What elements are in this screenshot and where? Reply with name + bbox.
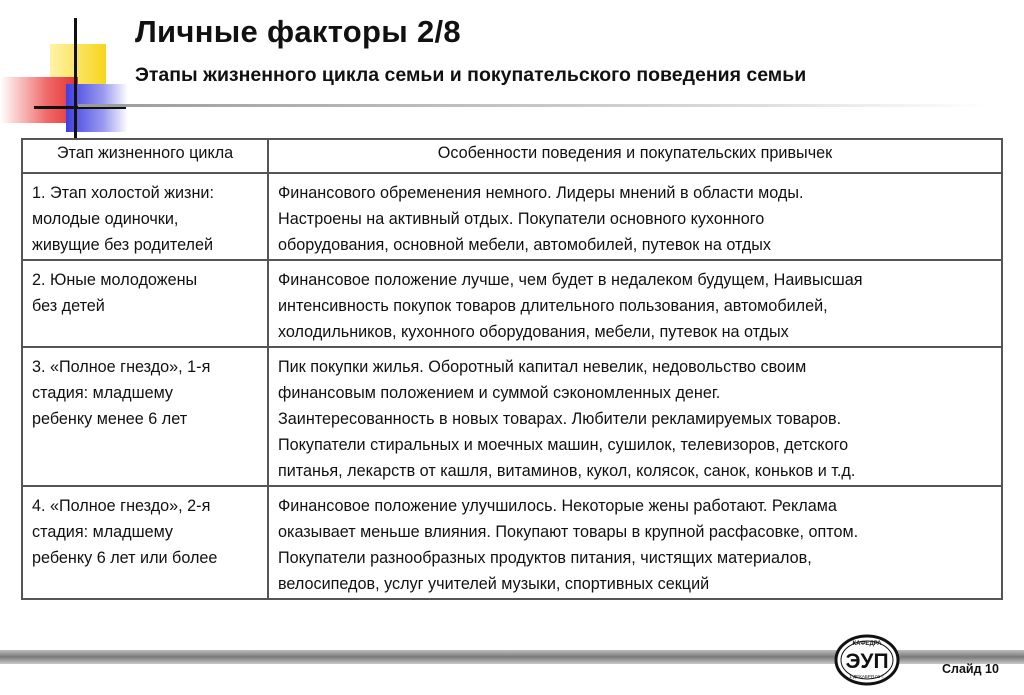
behavior-line: Покупатели разнообразных продуктов питания, чистящих материалов, bbox=[278, 549, 812, 567]
behavior-line: Пик покупки жилья. Оборотный капитал невелик, недовольство своим bbox=[278, 358, 807, 376]
title-underline bbox=[78, 104, 990, 107]
life-cycle-table bbox=[21, 138, 1003, 600]
slide-number: Слайд 10 bbox=[942, 662, 999, 676]
stage-line: стадия: младшему bbox=[32, 523, 173, 541]
stage-line: 1. Этап холостой жизни: bbox=[32, 184, 214, 202]
stage-line: 4. «Полное гнездо», 2-я bbox=[32, 497, 211, 515]
behavior-line: питанья, лекарств от кашля, витаминов, кукол, колясок, санок, коньков и т.д. bbox=[278, 462, 856, 480]
stage-cell bbox=[22, 260, 268, 347]
stage-line: живущие без родителей bbox=[32, 236, 214, 254]
decor-vertical-line bbox=[74, 18, 77, 138]
behavior-line: оборудования, основной мебели, автомобилей, путевок на отдых bbox=[278, 236, 772, 254]
table-row bbox=[22, 260, 1002, 347]
table-row bbox=[22, 173, 1002, 260]
slide-subtitle: Этапы жизненного цикла семьи и покупательского поведения семьи bbox=[135, 64, 807, 86]
stage-cell bbox=[22, 486, 268, 599]
stage-line: ребенку 6 лет или более bbox=[32, 549, 218, 567]
behavior-line: велосипедов, услуг учителей музыки, спортивных секций bbox=[278, 575, 710, 593]
behavior-line: финансовым положением и суммой сэкономленных денег. bbox=[278, 384, 721, 402]
behavior-line: Настроены на активный отдых. Покупатели основного кухонного bbox=[278, 210, 765, 228]
department-logo bbox=[834, 634, 900, 686]
stage-line: стадия: младшему bbox=[32, 384, 173, 402]
stage-line: 2. Юные молодожены bbox=[32, 271, 198, 289]
behavior-line: холодильников, кухонного оборудования, мебели, путевок на отдых bbox=[278, 323, 789, 341]
stage-line: молодые одиночки, bbox=[32, 210, 179, 228]
behavior-cell bbox=[268, 486, 1002, 599]
behavior-line: Заинтересованность в новых товарах. Любители рекламируемых товаров. bbox=[278, 410, 842, 428]
logo-main-text: ЭУП bbox=[845, 650, 889, 673]
logo-top-text: КАФЕДРА bbox=[852, 641, 882, 647]
behavior-line: Покупатели стиральных и моечных машин, сушилок, телевизоров, детского bbox=[278, 436, 849, 454]
behavior-line: Финансового обременения немного. Лидеры мнений в области моды. bbox=[278, 184, 804, 202]
stage-cell bbox=[22, 347, 268, 486]
stage-line: 3. «Полное гнездо», 1-я bbox=[32, 358, 211, 376]
table-row bbox=[22, 347, 1002, 486]
behavior-line: интенсивность покупок товаров длительного пользования, автомобилей, bbox=[278, 297, 828, 315]
stage-line: ребенку менее 6 лет bbox=[32, 410, 188, 428]
behavior-line: оказывает меньше влияния. Покупают товары в крупной расфасовке, оптом. bbox=[278, 523, 859, 541]
table-row bbox=[22, 486, 1002, 599]
behavior-line: Финансовое положение лучше, чем будет в недалеком будущем, Наивысшая bbox=[278, 271, 863, 289]
behavior-cell bbox=[268, 173, 1002, 260]
header-behavior: Особенности поведения и покупательских привычек bbox=[268, 139, 1002, 173]
table-header-row bbox=[22, 139, 1002, 173]
behavior-cell bbox=[268, 260, 1002, 347]
logo-bottom-text: 1 ДЕКАБРЯ 01 Г. bbox=[849, 674, 885, 679]
behavior-cell bbox=[268, 347, 1002, 486]
behavior-line: Финансовое положение улучшилось. Некоторые жены работают. Реклама bbox=[278, 497, 837, 515]
stage-line: без детей bbox=[32, 297, 105, 315]
slide-title: Личные факторы 2/8 bbox=[135, 14, 461, 49]
header-stage: Этап жизненного цикла bbox=[22, 139, 268, 173]
stage-cell bbox=[22, 173, 268, 260]
